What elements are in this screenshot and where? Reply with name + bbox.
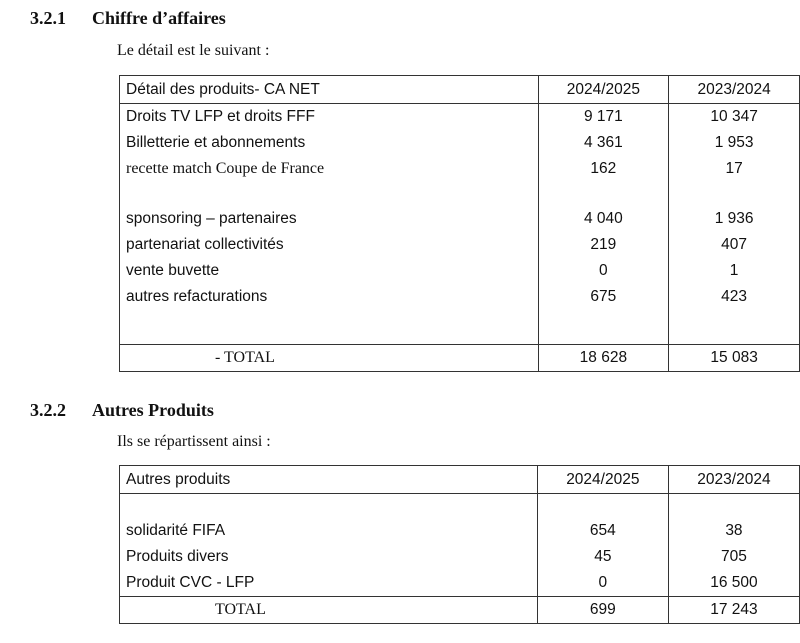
- table-spacer-row: [120, 494, 800, 519]
- row-value-2024-2025: 4 040: [538, 206, 669, 232]
- table-header-row: [120, 76, 800, 104]
- row-value-2023-2024: 1: [669, 258, 800, 284]
- row-value-2024-2025: 4 361: [538, 130, 669, 156]
- section-heading-autres-produits: [30, 400, 214, 421]
- section-title: Autres Produits: [92, 400, 214, 420]
- total-value-2024-2025: 699: [537, 597, 668, 624]
- table-spacer-row: [120, 310, 800, 345]
- table-row: [120, 284, 800, 310]
- section-number: 3.2.2: [30, 400, 66, 420]
- row-value-2023-2024: 16 500: [668, 570, 799, 597]
- table-row: [120, 130, 800, 156]
- row-label: Billetterie et abonnements: [120, 130, 539, 156]
- section-title: Chiffre d’affaires: [92, 8, 226, 28]
- row-label: vente buvette: [120, 258, 539, 284]
- table-row: [120, 518, 800, 544]
- row-label: sponsoring – partenaires: [120, 206, 539, 232]
- row-value-2024-2025: 162: [538, 156, 669, 182]
- header-cell-2023-2024: 2023/2024: [668, 466, 799, 494]
- total-label: TOTAL: [120, 597, 538, 624]
- table-row: [120, 544, 800, 570]
- header-cell-2024-2025: 2024/2025: [537, 466, 668, 494]
- row-label: partenariat collectivités: [120, 232, 539, 258]
- row-value-2023-2024: 407: [669, 232, 800, 258]
- row-value-2023-2024: 423: [669, 284, 800, 310]
- table-total-row: [120, 345, 800, 372]
- section-number: 3.2.1: [30, 8, 66, 28]
- row-value-2024-2025: 45: [537, 544, 668, 570]
- row-value-2023-2024: 17: [669, 156, 800, 182]
- header-cell-2024-2025: 2024/2025: [538, 76, 669, 104]
- row-label: autres refacturations: [120, 284, 539, 310]
- header-cell-2023-2024: 2023/2024: [669, 76, 800, 104]
- row-label: Produits divers: [120, 544, 538, 570]
- table-row: [120, 104, 800, 131]
- row-value-2023-2024: 1 953: [669, 130, 800, 156]
- table-row: [120, 570, 800, 597]
- section-intro: Ils se répartissent ainsi :: [117, 433, 271, 450]
- autres-produits-table: [119, 465, 800, 624]
- total-label: - TOTAL: [120, 345, 539, 372]
- row-value-2024-2025: 0: [537, 570, 668, 597]
- row-label: Produit CVC - LFP: [120, 570, 538, 597]
- row-value-2024-2025: 9 171: [538, 104, 669, 131]
- row-label: solidarité FIFA: [120, 518, 538, 544]
- row-value-2023-2024: 10 347: [669, 104, 800, 131]
- row-label: recette match Coupe de France: [120, 156, 539, 182]
- row-value-2024-2025: 675: [538, 284, 669, 310]
- table-spacer-row: [120, 182, 800, 206]
- row-value-2023-2024: 1 936: [669, 206, 800, 232]
- header-cell-label: Autres produits: [120, 466, 538, 494]
- table-header-row: [120, 466, 800, 494]
- total-value-2023-2024: 17 243: [668, 597, 799, 624]
- total-value-2024-2025: 18 628: [538, 345, 669, 372]
- table-row: [120, 232, 800, 258]
- row-value-2024-2025: 0: [538, 258, 669, 284]
- chiffre-affaires-table: [119, 75, 800, 372]
- section-intro: Le détail est le suivant :: [117, 42, 270, 59]
- row-value-2023-2024: 38: [668, 518, 799, 544]
- row-value-2024-2025: 219: [538, 232, 669, 258]
- table-total-row: [120, 597, 800, 624]
- row-label: Droits TV LFP et droits FFF: [120, 104, 539, 131]
- row-value-2023-2024: 705: [668, 544, 799, 570]
- table-row: [120, 258, 800, 284]
- total-value-2023-2024: 15 083: [669, 345, 800, 372]
- row-value-2024-2025: 654: [537, 518, 668, 544]
- table-row: [120, 206, 800, 232]
- section-heading-chiffre-affaires: [30, 8, 226, 29]
- header-cell-label: Détail des produits- CA NET: [120, 76, 539, 104]
- table-row: [120, 156, 800, 182]
